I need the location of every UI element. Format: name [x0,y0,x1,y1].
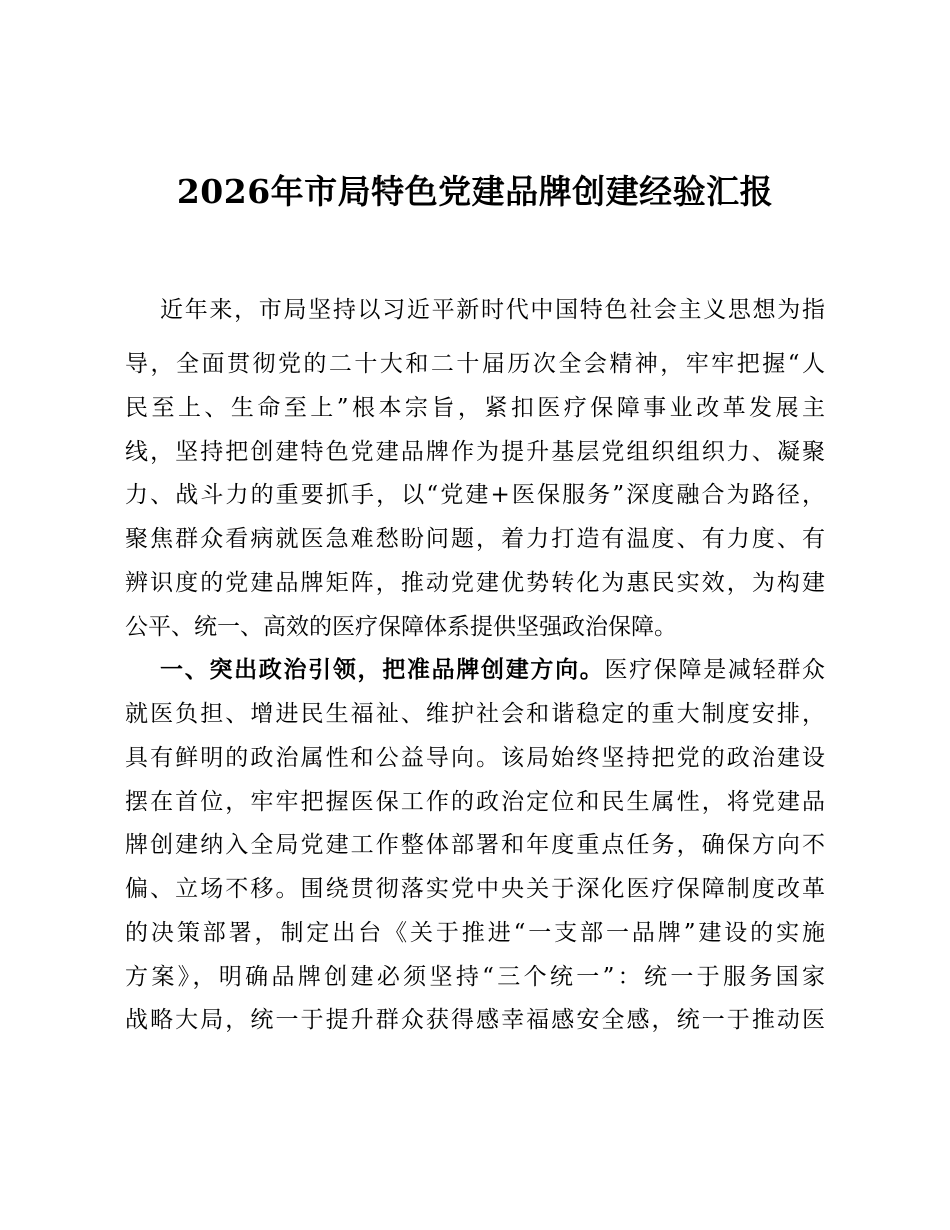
paragraph-line: 的决策部署，制定出台《关于推进“一支部一品牌”建设的实施 [125,920,825,946]
paragraph-line: 方案》，明确品牌创建必须坚持“三个统一”：统一于服务国家 [125,964,825,990]
paragraph-line: 导，全面贯彻党的二十大和二十届历次全会精神，牢牢把握“人 [125,351,825,377]
paragraph-line: 辨识度的党建品牌矩阵，推动党建优势转化为惠民实效，为构建 [125,570,825,596]
document-title: 2026年市局特色党建品牌创建经验汇报 [176,172,774,211]
section-1-first-rest: 医疗保障是减轻群众 [604,657,826,683]
paragraph-line: 线，坚持把创建特色党建品牌作为提升基层党组织组织力、凝聚 [125,439,825,465]
section-1-heading: 一、突出政治引领，把准品牌创建方向。 [160,657,605,683]
paragraph-line: 民至上、生命至上”根本宗旨，紧扣医疗保障事业改革发展主 [125,395,825,421]
paragraph-line: 聚焦群众看病就医急难愁盼问题，着力打造有温度、有力度、有 [125,526,825,552]
paragraph-line: 偏、立场不移。围绕贯彻落实党中央关于深化医疗保障制度改革 [125,876,825,902]
paragraph-line: 力、战斗力的重要抓手，以“党建+医保服务”深度融合为路径， [125,482,825,508]
paragraph-line: 战略大局，统一于提升群众获得感幸福感安全感，统一于推动医 [125,1007,825,1033]
paragraph-line: 摆在首位，牢牢把握医保工作的政治定位和民生属性，将党建品 [125,789,825,815]
paragraph-line: 就医负担、增进民生福祉、维护社会和谐稳定的重大制度安排， [125,701,825,727]
paragraph-line: 具有鲜明的政治属性和公益导向。该局始终坚持把党的政治建设 [125,745,825,771]
paragraph-line: 公平、统一、高效的医疗保障体系提供坚强政治保障。 [125,614,677,640]
section-1-first-line [160,650,825,690]
paragraph-line: 近年来，市局坚持以习近平新时代中国特色社会主义思想为指 [160,297,825,323]
paragraph-line: 牌创建纳入全局党建工作整体部署和年度重点任务，确保方向不 [125,832,825,858]
